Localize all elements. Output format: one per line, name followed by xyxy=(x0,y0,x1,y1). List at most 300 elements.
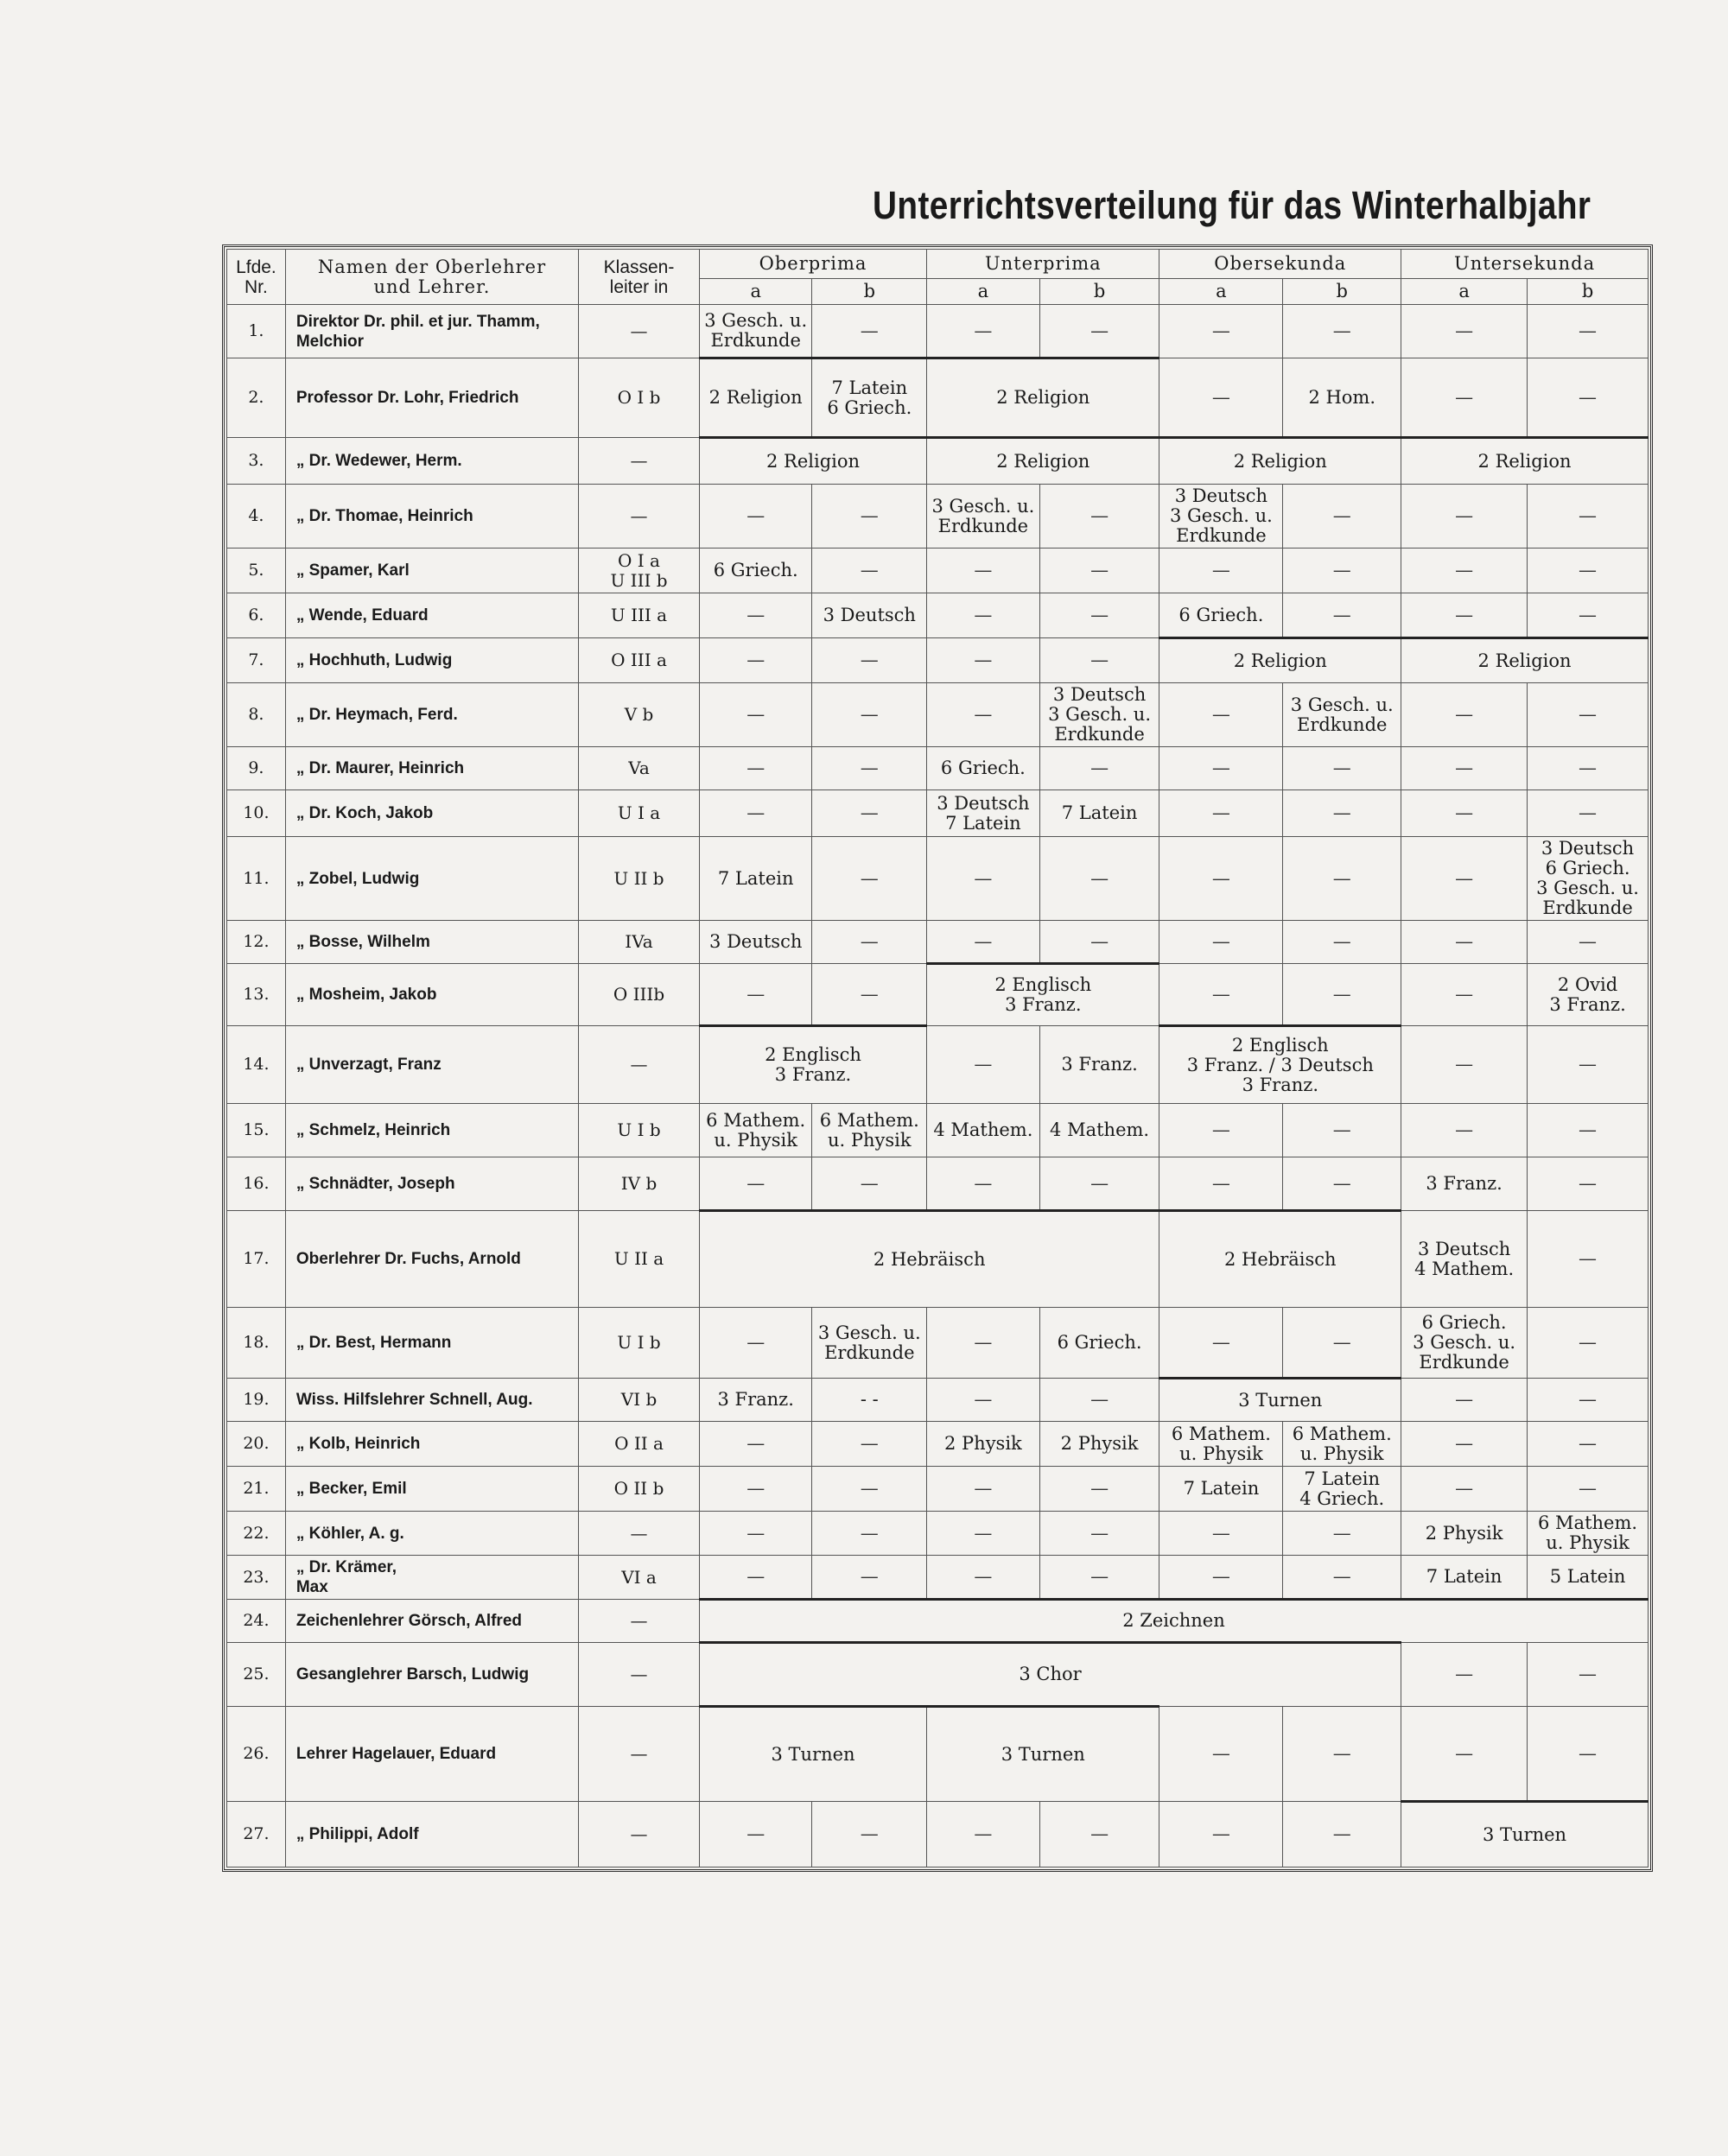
row-nr: 5. xyxy=(227,549,286,593)
lesson-cell: 2 Hom. xyxy=(1283,358,1401,438)
empty-cell: — xyxy=(1039,1379,1159,1422)
header-oberprima: Oberprima xyxy=(699,250,926,279)
teacher-name: „ Kolb, Heinrich xyxy=(285,1422,578,1467)
teacher-name: „ Wende, Eduard xyxy=(285,593,578,638)
empty-cell: — xyxy=(1283,1104,1401,1157)
empty-cell: — xyxy=(1283,485,1401,549)
empty-cell: — xyxy=(1528,790,1649,837)
lesson-cell: 6 Mathem. u. Physik xyxy=(1528,1512,1649,1556)
empty-cell: — xyxy=(1039,593,1159,638)
empty-cell: — xyxy=(927,638,1040,683)
empty-cell: — xyxy=(1528,1707,1649,1802)
sub-b: b xyxy=(1528,279,1649,305)
lesson-cell: 4 Mathem. xyxy=(1039,1104,1159,1157)
lesson-cell: - - xyxy=(812,1379,927,1422)
empty-cell: — xyxy=(812,837,927,921)
empty-cell: — xyxy=(927,1157,1040,1211)
klassenleiter: VI b xyxy=(579,1379,700,1422)
empty-cell: — xyxy=(1528,683,1649,747)
empty-cell: — xyxy=(1039,305,1159,358)
empty-cell: — xyxy=(1528,358,1649,438)
klassenleiter: V b xyxy=(579,683,700,747)
empty-cell: — xyxy=(1283,964,1401,1026)
row-nr: 12. xyxy=(227,921,286,964)
header-klassenleiter: Klassen- leiter in xyxy=(579,250,700,305)
empty-cell: — xyxy=(1401,549,1528,593)
teacher-name: Gesanglehrer Barsch, Ludwig xyxy=(285,1643,578,1707)
lesson-cell: 7 Latein xyxy=(1159,1467,1283,1512)
row-nr: 2. xyxy=(227,358,286,438)
lesson-cell: 3 Gesch. u. Erdkunde xyxy=(1283,683,1401,747)
empty-cell: — xyxy=(1283,1512,1401,1556)
empty-cell: — xyxy=(927,1308,1040,1379)
empty-cell: — xyxy=(699,1556,812,1600)
teacher-name: „ Köhler, A. g. xyxy=(285,1512,578,1556)
table-row xyxy=(227,1467,1649,1512)
empty-cell: — xyxy=(927,1467,1040,1512)
table-row xyxy=(227,921,1649,964)
klassenleiter: — xyxy=(579,305,700,358)
empty-cell: — xyxy=(699,1467,812,1512)
empty-cell: — xyxy=(927,683,1040,747)
row-nr: 8. xyxy=(227,683,286,747)
empty-cell: — xyxy=(1401,1643,1528,1707)
teacher-name: „ Dr. Wedewer, Herm. xyxy=(285,438,578,485)
empty-cell: — xyxy=(699,747,812,790)
teacher-name: „ Dr. Best, Hermann xyxy=(285,1308,578,1379)
empty-cell: — xyxy=(699,1802,812,1867)
empty-cell: — xyxy=(812,1157,927,1211)
sub-a: a xyxy=(1401,279,1528,305)
empty-cell: — xyxy=(1159,305,1283,358)
table-row xyxy=(227,593,1649,638)
lesson-cell: 6 Mathem. u. Physik xyxy=(1283,1422,1401,1467)
teacher-name: „ Zobel, Ludwig xyxy=(285,837,578,921)
empty-cell: — xyxy=(1039,1556,1159,1600)
empty-cell: — xyxy=(1401,358,1528,438)
teacher-name: Lehrer Hagelauer, Eduard xyxy=(285,1707,578,1802)
teacher-name: „ Dr. Krämer, Max xyxy=(285,1556,578,1600)
table-row xyxy=(227,790,1649,837)
lesson-cell: 2 Religion xyxy=(1401,638,1649,683)
klassenleiter: O II b xyxy=(579,1467,700,1512)
empty-cell: — xyxy=(1039,485,1159,549)
row-nr: 27. xyxy=(227,1802,286,1867)
lesson-cell: 6 Griech. 3 Gesch. u. Erdkunde xyxy=(1401,1308,1528,1379)
lesson-cell: 2 Physik xyxy=(1039,1422,1159,1467)
empty-cell: — xyxy=(812,1556,927,1600)
table-row xyxy=(227,438,1649,485)
empty-cell: — xyxy=(927,1026,1040,1104)
empty-cell: — xyxy=(927,305,1040,358)
empty-cell: — xyxy=(1159,1512,1283,1556)
lesson-cell: 3 Deutsch 7 Latein xyxy=(927,790,1040,837)
table-row xyxy=(227,1802,1649,1867)
empty-cell: — xyxy=(1039,1512,1159,1556)
empty-cell: — xyxy=(812,1422,927,1467)
empty-cell: — xyxy=(1528,305,1649,358)
lesson-cell: 3 Deutsch xyxy=(699,921,812,964)
empty-cell: — xyxy=(1159,1707,1283,1802)
lesson-cell: 5 Latein xyxy=(1528,1556,1649,1600)
row-nr: 23. xyxy=(227,1556,286,1600)
empty-cell: — xyxy=(1401,683,1528,747)
teaching-distribution-table xyxy=(226,249,1649,1867)
empty-cell: — xyxy=(1401,790,1528,837)
empty-cell: — xyxy=(1528,1211,1649,1308)
table-row xyxy=(227,1379,1649,1422)
empty-cell: — xyxy=(1159,921,1283,964)
row-nr: 22. xyxy=(227,1512,286,1556)
row-nr: 13. xyxy=(227,964,286,1026)
klassenleiter: O I a U III b xyxy=(579,549,700,593)
teacher-name: „ Schmelz, Heinrich xyxy=(285,1104,578,1157)
empty-cell: — xyxy=(1528,1157,1649,1211)
empty-cell: — xyxy=(812,305,927,358)
lesson-cell: 7 Latein 6 Griech. xyxy=(812,358,927,438)
empty-cell: — xyxy=(812,964,927,1026)
teacher-name: „ Unverzagt, Franz xyxy=(285,1026,578,1104)
klassenleiter: — xyxy=(579,1643,700,1707)
empty-cell: — xyxy=(1528,593,1649,638)
table-row xyxy=(227,1422,1649,1467)
row-nr: 19. xyxy=(227,1379,286,1422)
lesson-cell: 2 Hebräisch xyxy=(699,1211,1159,1308)
empty-cell: — xyxy=(1283,305,1401,358)
lesson-cell: 3 Deutsch 3 Gesch. u. Erdkunde xyxy=(1159,485,1283,549)
empty-cell: — xyxy=(927,593,1040,638)
teacher-name: „ Bosse, Wilhelm xyxy=(285,921,578,964)
lesson-cell: 2 Englisch 3 Franz. xyxy=(699,1026,926,1104)
lesson-cell: 6 Griech. xyxy=(927,747,1040,790)
empty-cell: — xyxy=(1159,358,1283,438)
empty-cell: — xyxy=(1283,747,1401,790)
table-row xyxy=(227,485,1649,549)
lesson-cell: 2 Religion xyxy=(699,438,926,485)
sub-b: b xyxy=(812,279,927,305)
header-untersekunda: Untersekunda xyxy=(1401,250,1649,279)
row-nr: 11. xyxy=(227,837,286,921)
empty-cell: — xyxy=(1283,1556,1401,1600)
empty-cell: — xyxy=(812,747,927,790)
teacher-name: „ Spamer, Karl xyxy=(285,549,578,593)
lesson-cell: 3 Deutsch xyxy=(812,593,927,638)
empty-cell: — xyxy=(812,683,927,747)
klassenleiter: O I b xyxy=(579,358,700,438)
empty-cell: — xyxy=(1401,747,1528,790)
empty-cell: — xyxy=(1159,790,1283,837)
klassenleiter: — xyxy=(579,1600,700,1643)
lesson-cell: 3 Deutsch 3 Gesch. u. Erdkunde xyxy=(1039,683,1159,747)
lesson-cell: 7 Latein xyxy=(1039,790,1159,837)
empty-cell: — xyxy=(699,1422,812,1467)
empty-cell: — xyxy=(927,1802,1040,1867)
empty-cell: — xyxy=(1401,837,1528,921)
empty-cell: — xyxy=(1401,1422,1528,1467)
empty-cell: — xyxy=(1528,747,1649,790)
empty-cell: — xyxy=(812,790,927,837)
empty-cell: — xyxy=(1283,921,1401,964)
klassenleiter: O III a xyxy=(579,638,700,683)
header-nr: Lfde. Nr. xyxy=(227,250,286,305)
empty-cell: — xyxy=(1401,964,1528,1026)
sub-b: b xyxy=(1283,279,1401,305)
lesson-cell: 2 Zeichnen xyxy=(699,1600,1648,1643)
table-row xyxy=(227,1600,1649,1643)
empty-cell: — xyxy=(1528,549,1649,593)
klassenleiter: — xyxy=(579,438,700,485)
lesson-cell: 3 Franz. xyxy=(699,1379,812,1422)
klassenleiter: Va xyxy=(579,747,700,790)
empty-cell: — xyxy=(1401,1467,1528,1512)
empty-cell: — xyxy=(699,1157,812,1211)
lesson-cell: 6 Mathem. u. Physik xyxy=(812,1104,927,1157)
lesson-cell: 3 Turnen xyxy=(1401,1802,1649,1867)
table-row xyxy=(227,1707,1649,1802)
klassenleiter: — xyxy=(579,1802,700,1867)
lesson-cell: 3 Gesch. u. Erdkunde xyxy=(812,1308,927,1379)
teacher-name: „ Dr. Koch, Jakob xyxy=(285,790,578,837)
empty-cell: — xyxy=(1159,1308,1283,1379)
empty-cell: — xyxy=(1039,549,1159,593)
teacher-name: Wiss. Hilfslehrer Schnell, Aug. xyxy=(285,1379,578,1422)
lesson-cell: 2 Ovid 3 Franz. xyxy=(1528,964,1649,1026)
empty-cell: — xyxy=(699,1512,812,1556)
row-nr: 9. xyxy=(227,747,286,790)
empty-cell: — xyxy=(927,1512,1040,1556)
lesson-cell: 7 Latein xyxy=(1401,1556,1528,1600)
lesson-cell: 3 Gesch. u. Erdkunde xyxy=(699,305,812,358)
empty-cell: — xyxy=(699,790,812,837)
page-title: Unterrichtsverteilung für das Winterhalbjahr xyxy=(873,183,1591,227)
klassenleiter: U I b xyxy=(579,1104,700,1157)
empty-cell: — xyxy=(927,1379,1040,1422)
lesson-cell: 3 Turnen xyxy=(927,1707,1159,1802)
lesson-cell: 6 Griech. xyxy=(1039,1308,1159,1379)
empty-cell: — xyxy=(1528,1308,1649,1379)
row-nr: 25. xyxy=(227,1643,286,1707)
row-nr: 15. xyxy=(227,1104,286,1157)
klassenleiter: U III a xyxy=(579,593,700,638)
empty-cell: — xyxy=(699,1308,812,1379)
teacher-name: Professor Dr. Lohr, Friedrich xyxy=(285,358,578,438)
table-row xyxy=(227,1556,1649,1600)
sub-b: b xyxy=(1039,279,1159,305)
empty-cell: — xyxy=(1159,1104,1283,1157)
empty-cell: — xyxy=(1528,1379,1649,1422)
teacher-name: „ Dr. Maurer, Heinrich xyxy=(285,747,578,790)
header-unterprima: Unterprima xyxy=(927,250,1159,279)
lesson-cell: 6 Griech. xyxy=(699,549,812,593)
sub-a: a xyxy=(699,279,812,305)
empty-cell: — xyxy=(1401,921,1528,964)
empty-cell: — xyxy=(699,593,812,638)
klassenleiter: U I a xyxy=(579,790,700,837)
table-row xyxy=(227,683,1649,747)
table-row xyxy=(227,1157,1649,1211)
empty-cell: — xyxy=(1283,1707,1401,1802)
lesson-cell: 2 Physik xyxy=(927,1422,1040,1467)
table-row xyxy=(227,1211,1649,1308)
row-nr: 10. xyxy=(227,790,286,837)
empty-cell: — xyxy=(1283,790,1401,837)
empty-cell: — xyxy=(1039,1802,1159,1867)
empty-cell: — xyxy=(1283,1157,1401,1211)
empty-cell: — xyxy=(1159,1157,1283,1211)
empty-cell: — xyxy=(1283,593,1401,638)
lesson-cell: 7 Latein xyxy=(699,837,812,921)
row-nr: 26. xyxy=(227,1707,286,1802)
empty-cell: — xyxy=(812,638,927,683)
header-name: Namen der Oberlehrer und Lehrer. xyxy=(285,250,578,305)
lesson-cell: 2 Religion xyxy=(1159,438,1401,485)
table-row xyxy=(227,1512,1649,1556)
table-row xyxy=(227,638,1649,683)
table-row xyxy=(227,1026,1649,1104)
table-row xyxy=(227,964,1649,1026)
empty-cell: — xyxy=(1283,549,1401,593)
klassenleiter: VI a xyxy=(579,1556,700,1600)
klassenleiter: IV b xyxy=(579,1157,700,1211)
row-nr: 16. xyxy=(227,1157,286,1211)
klassenleiter: U II a xyxy=(579,1211,700,1308)
teacher-name: Oberlehrer Dr. Fuchs, Arnold xyxy=(285,1211,578,1308)
teacher-name: „ Philippi, Adolf xyxy=(285,1802,578,1867)
lesson-cell: 2 Englisch 3 Franz. xyxy=(927,964,1159,1026)
lesson-cell: 2 Englisch 3 Franz. / 3 Deutsch 3 Franz. xyxy=(1159,1026,1401,1104)
klassenleiter: — xyxy=(579,1026,700,1104)
empty-cell: — xyxy=(1039,1157,1159,1211)
empty-cell: — xyxy=(1401,1379,1528,1422)
lesson-cell: 2 Physik xyxy=(1401,1512,1528,1556)
empty-cell: — xyxy=(1159,683,1283,747)
table-row xyxy=(227,1308,1649,1379)
lesson-cell: 3 Turnen xyxy=(699,1707,926,1802)
empty-cell: — xyxy=(1528,1467,1649,1512)
sub-a: a xyxy=(1159,279,1283,305)
lesson-cell: 2 Religion xyxy=(927,438,1159,485)
empty-cell: — xyxy=(1039,747,1159,790)
table-row xyxy=(227,837,1649,921)
klassenleiter: U II b xyxy=(579,837,700,921)
teacher-name: „ Dr. Heymach, Ferd. xyxy=(285,683,578,747)
empty-cell: — xyxy=(699,638,812,683)
teacher-name: „ Dr. Thomae, Heinrich xyxy=(285,485,578,549)
empty-cell: — xyxy=(1528,1422,1649,1467)
lesson-cell: 2 Hebräisch xyxy=(1159,1211,1401,1308)
empty-cell: — xyxy=(699,683,812,747)
empty-cell: — xyxy=(1528,921,1649,964)
table-row xyxy=(227,747,1649,790)
empty-cell: — xyxy=(812,921,927,964)
empty-cell: — xyxy=(1528,485,1649,549)
lesson-cell: 2 Religion xyxy=(1159,638,1401,683)
empty-cell: — xyxy=(927,921,1040,964)
table-row xyxy=(227,358,1649,438)
lesson-cell: 3 Chor xyxy=(699,1643,1401,1707)
lesson-cell: 3 Franz. xyxy=(1039,1026,1159,1104)
row-nr: 3. xyxy=(227,438,286,485)
empty-cell: — xyxy=(812,1802,927,1867)
empty-cell: — xyxy=(1039,1467,1159,1512)
teacher-name: „ Mosheim, Jakob xyxy=(285,964,578,1026)
empty-cell: — xyxy=(1401,485,1528,549)
lesson-cell: 2 Religion xyxy=(1401,438,1649,485)
table-row xyxy=(227,305,1649,358)
empty-cell: — xyxy=(1283,1308,1401,1379)
teacher-name: Zeichenlehrer Görsch, Alfred xyxy=(285,1600,578,1643)
empty-cell: — xyxy=(1401,1026,1528,1104)
empty-cell: — xyxy=(1159,549,1283,593)
klassenleiter: — xyxy=(579,1512,700,1556)
empty-cell: — xyxy=(699,964,812,1026)
row-nr: 17. xyxy=(227,1211,286,1308)
empty-cell: — xyxy=(1401,305,1528,358)
row-nr: 7. xyxy=(227,638,286,683)
empty-cell: — xyxy=(699,485,812,549)
empty-cell: — xyxy=(927,837,1040,921)
empty-cell: — xyxy=(1528,1643,1649,1707)
empty-cell: — xyxy=(1401,1104,1528,1157)
empty-cell: — xyxy=(1159,747,1283,790)
empty-cell: — xyxy=(927,1556,1040,1600)
lesson-cell: 3 Deutsch 6 Griech. 3 Gesch. u. Erdkunde xyxy=(1528,837,1649,921)
row-nr: 21. xyxy=(227,1467,286,1512)
row-nr: 6. xyxy=(227,593,286,638)
table-row xyxy=(227,1643,1649,1707)
empty-cell: — xyxy=(1283,837,1401,921)
klassenleiter: IVa xyxy=(579,921,700,964)
empty-cell: — xyxy=(812,549,927,593)
row-nr: 4. xyxy=(227,485,286,549)
klassenleiter: — xyxy=(579,1707,700,1802)
empty-cell: — xyxy=(1159,1556,1283,1600)
lesson-cell: 3 Gesch. u. Erdkunde xyxy=(927,485,1040,549)
empty-cell: — xyxy=(812,1467,927,1512)
row-nr: 20. xyxy=(227,1422,286,1467)
table-row xyxy=(227,1104,1649,1157)
empty-cell: — xyxy=(1159,1802,1283,1867)
table-row xyxy=(227,549,1649,593)
empty-cell: — xyxy=(1159,964,1283,1026)
lesson-cell: 6 Mathem. u. Physik xyxy=(1159,1422,1283,1467)
sub-a: a xyxy=(927,279,1040,305)
empty-cell: — xyxy=(1528,1026,1649,1104)
empty-cell: — xyxy=(1159,837,1283,921)
lesson-cell: 2 Religion xyxy=(927,358,1159,438)
teacher-name: „ Schnädter, Joseph xyxy=(285,1157,578,1211)
teacher-name: Direktor Dr. phil. et jur. Thamm, Melchior xyxy=(285,305,578,358)
lesson-cell: 3 Franz. xyxy=(1401,1157,1528,1211)
lesson-cell: 6 Griech. xyxy=(1159,593,1283,638)
empty-cell: — xyxy=(1039,837,1159,921)
empty-cell: — xyxy=(1528,1104,1649,1157)
header-obersekunda: Obersekunda xyxy=(1159,250,1401,279)
empty-cell: — xyxy=(1283,1802,1401,1867)
row-nr: 24. xyxy=(227,1600,286,1643)
empty-cell: — xyxy=(1039,638,1159,683)
klassenleiter: U I b xyxy=(579,1308,700,1379)
lesson-cell: 7 Latein 4 Griech. xyxy=(1283,1467,1401,1512)
klassenleiter: — xyxy=(579,485,700,549)
empty-cell: — xyxy=(812,1512,927,1556)
empty-cell: — xyxy=(812,485,927,549)
empty-cell: — xyxy=(1401,1707,1528,1802)
row-nr: 1. xyxy=(227,305,286,358)
lesson-cell: 3 Turnen xyxy=(1159,1379,1401,1422)
empty-cell: — xyxy=(1039,921,1159,964)
klassenleiter: O IIIb xyxy=(579,964,700,1026)
